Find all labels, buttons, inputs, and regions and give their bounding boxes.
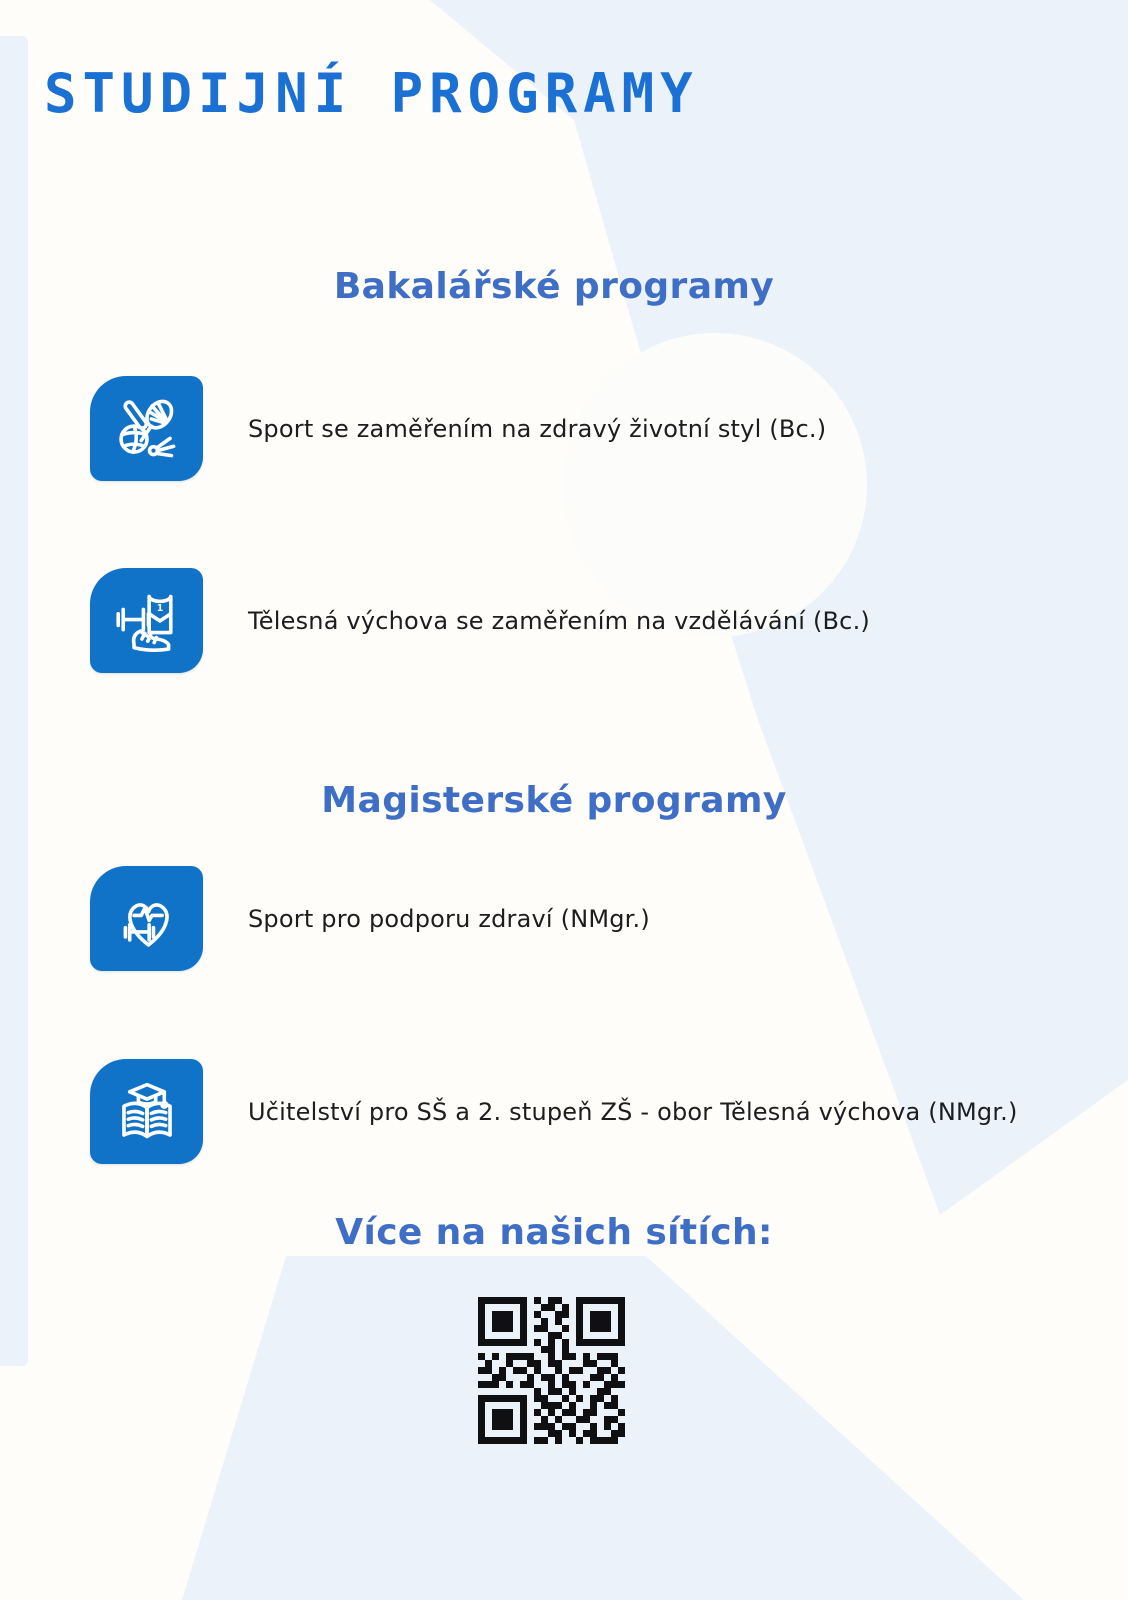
program-row	[90, 568, 1100, 673]
program-label: Učitelství pro SŠ a 2. stupeň ZŠ - obor Tělesná výchova (NMgr.)	[248, 1097, 1018, 1126]
heart-dumbbell-icon	[108, 883, 186, 955]
page-title: STUDIJNÍ PROGRAMY	[44, 62, 699, 125]
program-icon-tile	[90, 1059, 203, 1164]
section-heading-bachelor: Bakalářské programy	[333, 266, 775, 307]
svg-text:1: 1	[156, 602, 163, 614]
social-heading: Více na našich sítích:	[335, 1212, 773, 1253]
program-icon-tile	[90, 866, 203, 971]
program-icon-tile	[90, 376, 203, 481]
program-row	[90, 376, 1100, 481]
program-row	[90, 866, 1100, 971]
section-heading-master: Magisterské programy	[321, 780, 787, 821]
fitness-gear-icon	[108, 585, 186, 657]
book-graduation-icon	[108, 1076, 186, 1148]
program-row	[90, 1059, 1100, 1164]
program-icon-tile	[90, 568, 203, 673]
program-label: Sport pro podporu zdraví (NMgr.)	[248, 904, 650, 933]
program-label: Sport se zaměřením na zdravý životní styl (Bc.)	[248, 414, 827, 443]
sports-equipment-icon	[108, 393, 186, 465]
program-label: Tělesná výchova se zaměřením na vzdělávání (Bc.)	[248, 606, 870, 635]
qr-code	[478, 1297, 625, 1444]
